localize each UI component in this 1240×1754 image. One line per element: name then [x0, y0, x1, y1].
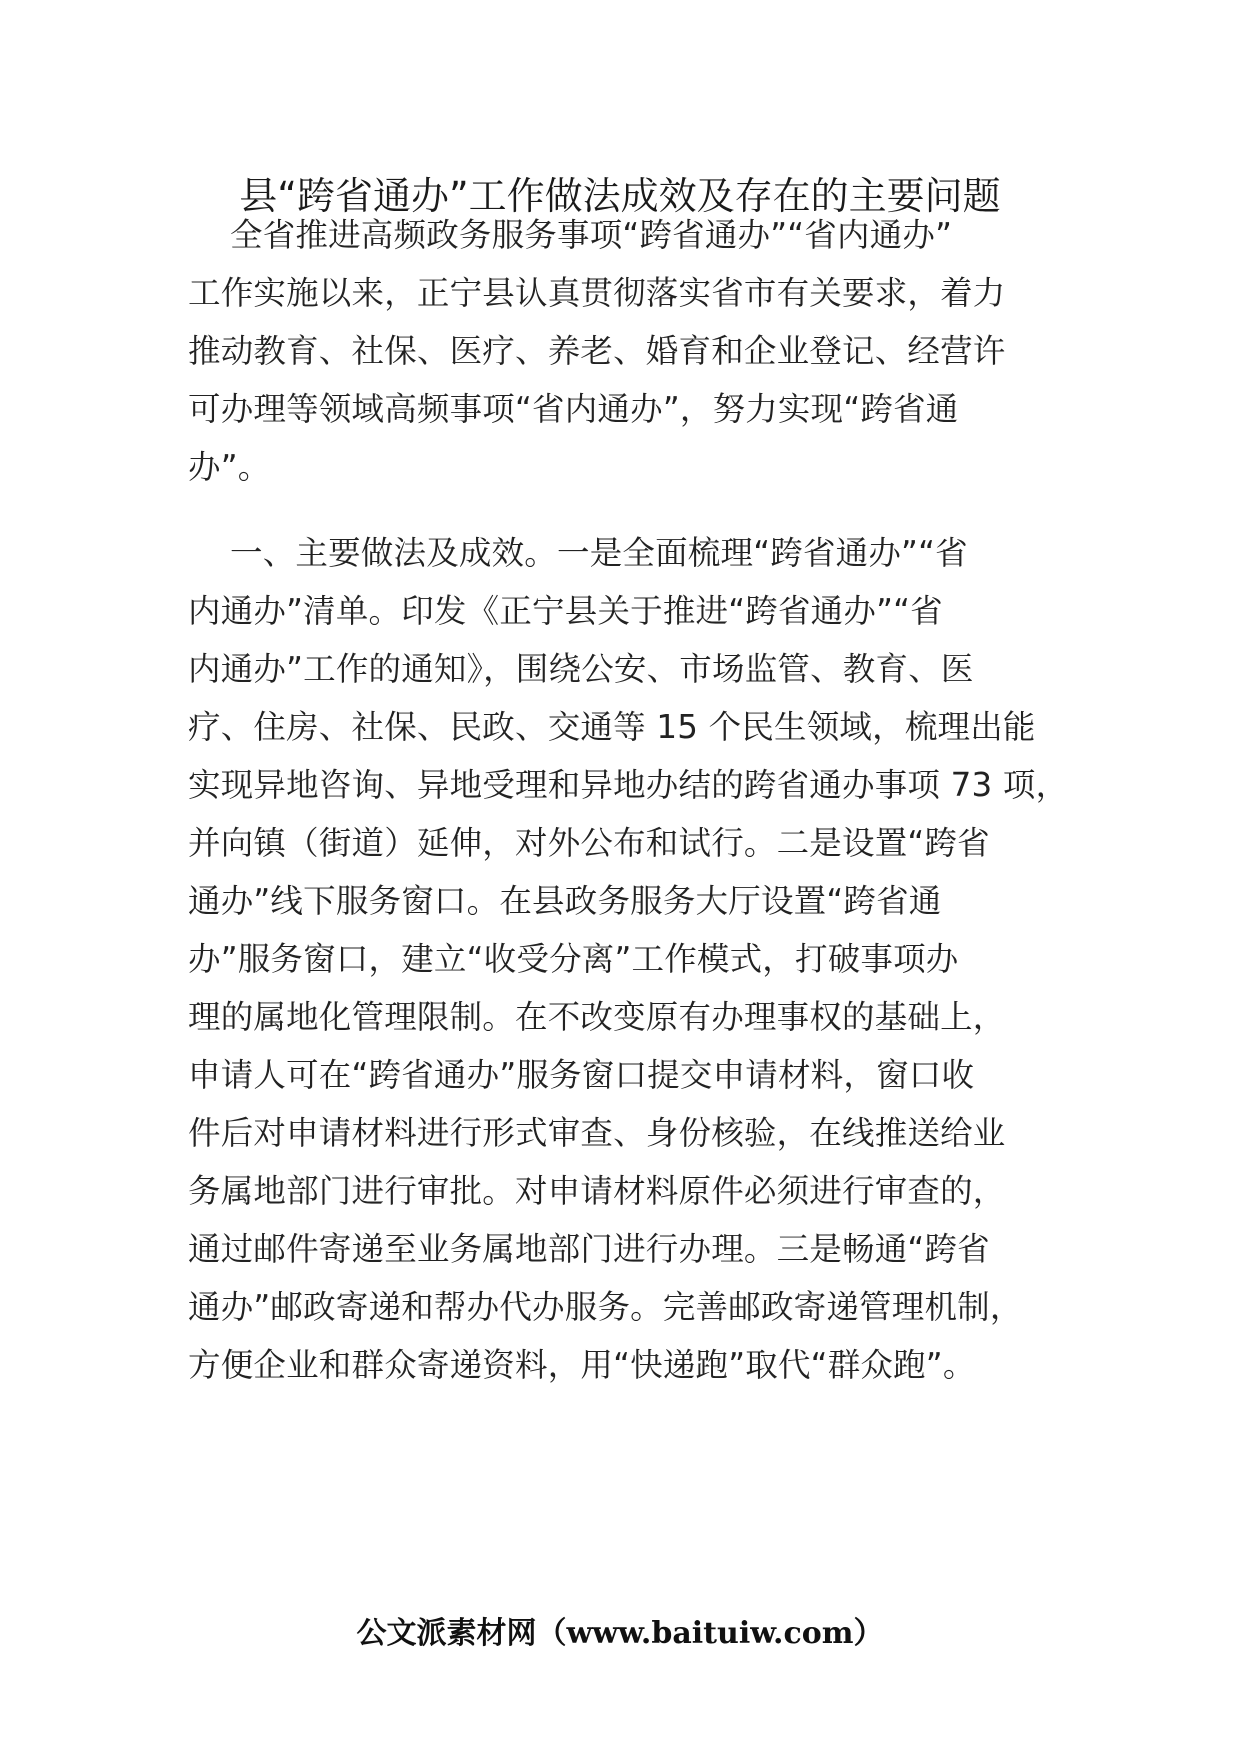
paragraph-2-line-2: 内通办”清单。印发《正宁县关于推进“跨省通办”“省 [188, 592, 943, 630]
paragraph-2-line-11: 件后对申请材料进行形式审查、身份核验，在线推送给业 [188, 1114, 1006, 1152]
paragraph-1-line-4: 可办理等领域高频事项“省内通办”，努力实现“跨省通 [188, 390, 959, 428]
paragraph-2-line-6: 并向镇（街道）延伸，对外公布和试行。二是设置“跨省 [188, 824, 990, 862]
paragraph-1-line-1: 全省推进高频政务服务事项“跨省通办”“省内通办” [230, 216, 953, 254]
footer-watermark: 公文派素材网（www.baituiw.com） [356, 1616, 884, 1651]
paragraph-2-line-10: 申请人可在“跨省通办”服务窗口提交申请材料，窗口收 [188, 1056, 975, 1094]
paragraph-1-line-2: 工作实施以来，正宁县认真贯彻落实省市有关要求，着力 [188, 274, 1006, 312]
paragraph-2-line-4: 疗、住房、社保、民政、交通等 15 个民生领域，梳理出能 [188, 708, 1036, 746]
paragraph-2-line-14: 通办”邮政寄递和帮办代办服务。完善邮政寄递管理机制， [188, 1288, 1023, 1326]
paragraph-2-line-8: 办”服务窗口，建立“收受分离”工作模式，打破事项办 [188, 940, 959, 978]
paragraph-1-line-5: 办”。 [188, 448, 271, 486]
paragraph-2-line-5: 实现异地咨询、异地受理和异地办结的跨省通办事项 73 项， [188, 766, 1069, 804]
paragraph-2-line-9: 理的属地化管理限制。在不改变原有办理事权的基础上， [188, 998, 1006, 1036]
paragraph-2-line-3: 内通办”工作的通知》，围绕公安、市场监管、教育、医 [188, 650, 974, 688]
paragraph-2-line-12: 务属地部门进行审批。对申请材料原件必须进行审查的， [188, 1172, 1006, 1210]
paragraph-2-line-1: 一、主要做法及成效。一是全面梳理“跨省通办”“省 [230, 534, 968, 572]
document-title: 县“跨省通办”工作做法成效及存在的主要问题 [239, 174, 1001, 218]
paragraph-2-line-13: 通过邮件寄递至业务属地部门进行办理。三是畅通“跨省 [188, 1230, 990, 1268]
paragraph-2-line-7: 通办”线下服务窗口。在县政务服务大厅设置“跨省通 [188, 882, 942, 920]
paragraph-2-line-15: 方便企业和群众寄递资料，用“快递跑”取代“群众跑”。 [188, 1346, 976, 1384]
paragraph-1-line-3: 推动教育、社保、医疗、养老、婚育和企业登记、经营许 [188, 332, 1006, 370]
